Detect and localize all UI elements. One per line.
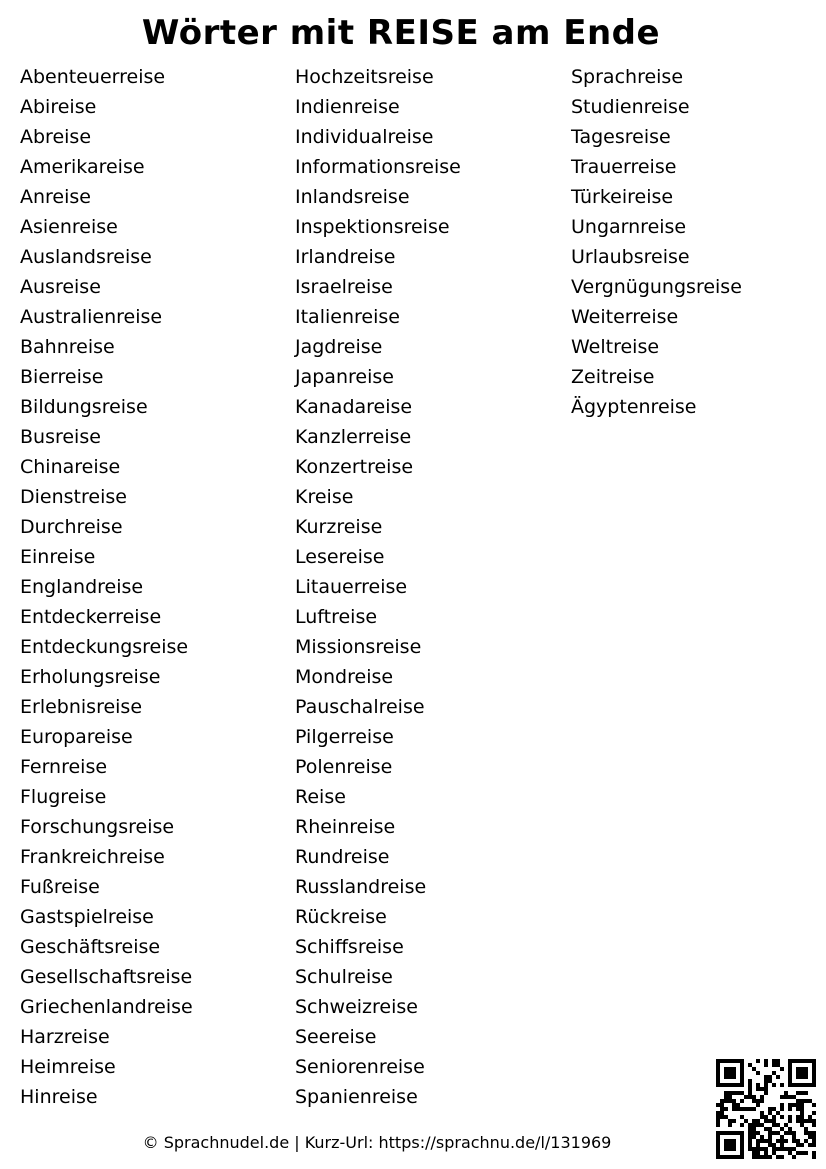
word-list-item: Europareise — [20, 726, 133, 748]
word-list-item: Erlebnisreise — [20, 696, 143, 718]
word-list-item: Forschungsreise — [20, 816, 175, 838]
word-list-item: Litauerreise — [295, 576, 408, 598]
word-list-item: Polenreise — [295, 756, 393, 778]
word-list-item: Schweizreise — [295, 996, 418, 1018]
word-list-item: Italienreise — [295, 306, 400, 328]
word-list-item: Kanadareise — [295, 396, 413, 418]
word-list-item: Griechenlandreise — [20, 996, 193, 1018]
word-list-item: Seereise — [295, 1026, 377, 1048]
word-list-item: Rheinreise — [295, 816, 396, 838]
word-list-item: Entdeckerreise — [20, 606, 162, 628]
word-list-item: Ägyptenreise — [571, 396, 697, 418]
word-list-item: Ausreise — [20, 276, 101, 298]
word-list-item: Kanzlerreise — [295, 426, 412, 448]
qr-code-icon — [716, 1059, 816, 1159]
word-list-item: Ungarnreise — [571, 216, 687, 238]
word-list-item: Israelreise — [295, 276, 393, 298]
word-list-item: Hochzeitsreise — [295, 66, 434, 88]
word-list-item: Irlandreise — [295, 246, 396, 268]
word-list-item: Trauerreise — [571, 156, 677, 178]
word-column-1 — [20, 62, 193, 1112]
page-title: Wörter mit REISE am Ende — [141, 13, 661, 53]
word-list-item: Auslandsreise — [20, 246, 152, 268]
word-list-item: Inspektionsreise — [295, 216, 450, 238]
word-list-item: Bahnreise — [20, 336, 115, 358]
word-list-item: Vergnügungsreise — [571, 276, 742, 298]
word-list-item: Chinareise — [20, 456, 121, 478]
word-list-item: Zeitreise — [571, 366, 655, 388]
footer-copyright: © Sprachnudel.de | Kurz-Url: https://sprachnu.de/l/131969 — [142, 1133, 612, 1152]
word-list-item: Missionsreise — [295, 636, 422, 658]
word-list-item: Gesellschaftsreise — [20, 966, 193, 988]
word-list-item: Erholungsreise — [20, 666, 161, 688]
word-list-item: Rückreise — [295, 906, 387, 928]
word-list-item: Tagesreise — [571, 126, 671, 148]
word-list-item: Seniorenreise — [295, 1056, 425, 1078]
word-list-item: Kurzreise — [295, 516, 383, 538]
word-list-item: Mondreise — [295, 666, 394, 688]
word-list-item: Jagdreise — [295, 336, 383, 358]
word-list-item: Weiterreise — [571, 306, 679, 328]
word-list-item: Heimreise — [20, 1056, 116, 1078]
word-list-item: Informationsreise — [295, 156, 461, 178]
word-list-item: Busreise — [20, 426, 101, 448]
word-list-item: Spanienreise — [295, 1086, 418, 1108]
word-list-item: Pauschalreise — [295, 696, 425, 718]
word-list-item: Anreise — [20, 186, 91, 208]
word-list-item: Entdeckungsreise — [20, 636, 189, 658]
word-list-item: Flugreise — [20, 786, 107, 808]
word-list-item: Studienreise — [571, 96, 690, 118]
word-column-3 — [571, 62, 742, 422]
word-list-item: Schiffsreise — [295, 936, 404, 958]
word-list-item: Japanreise — [295, 366, 394, 388]
word-list-item: Schulreise — [295, 966, 393, 988]
word-column-2 — [295, 62, 461, 1112]
word-list-item: Frankreichreise — [20, 846, 165, 868]
word-list-item: Individualreise — [295, 126, 434, 148]
word-list-item: Gastspielreise — [20, 906, 154, 928]
word-list-item: Pilgerreise — [295, 726, 394, 748]
word-list-item: Bildungsreise — [20, 396, 148, 418]
word-list-item: Geschäftsreise — [20, 936, 161, 958]
word-list-item: Amerikareise — [20, 156, 145, 178]
word-list-item: Luftreise — [295, 606, 378, 628]
word-list-item: Lesereise — [295, 546, 385, 568]
word-list-item: Russlandreise — [295, 876, 427, 898]
word-list-item: Türkeireise — [571, 186, 674, 208]
word-list-item: Abreise — [20, 126, 92, 148]
word-list-item: Asienreise — [20, 216, 118, 238]
word-list-item: Abireise — [20, 96, 97, 118]
word-list-item: Englandreise — [20, 576, 144, 598]
word-list-item: Durchreise — [20, 516, 123, 538]
word-list-item: Weltreise — [571, 336, 660, 358]
word-list-item: Kreise — [295, 486, 354, 508]
word-list-item: Urlaubsreise — [571, 246, 690, 268]
word-list-item: Sprachreise — [571, 66, 684, 88]
word-list-item: Dienstreise — [20, 486, 127, 508]
word-list-item: Konzertreise — [295, 456, 414, 478]
word-list-item: Fußreise — [20, 876, 100, 898]
word-list-item: Einreise — [20, 546, 96, 568]
word-list-item: Indienreise — [295, 96, 400, 118]
word-list-item: Hinreise — [20, 1086, 98, 1108]
word-list-item: Bierreise — [20, 366, 104, 388]
word-list-item: Abenteuerreise — [20, 66, 166, 88]
word-list-item: Australienreise — [20, 306, 163, 328]
word-list-item: Inlandsreise — [295, 186, 410, 208]
word-list-item: Rundreise — [295, 846, 390, 868]
word-list-item: Fernreise — [20, 756, 108, 778]
word-list-item: Reise — [295, 786, 346, 808]
word-list-item: Harzreise — [20, 1026, 110, 1048]
